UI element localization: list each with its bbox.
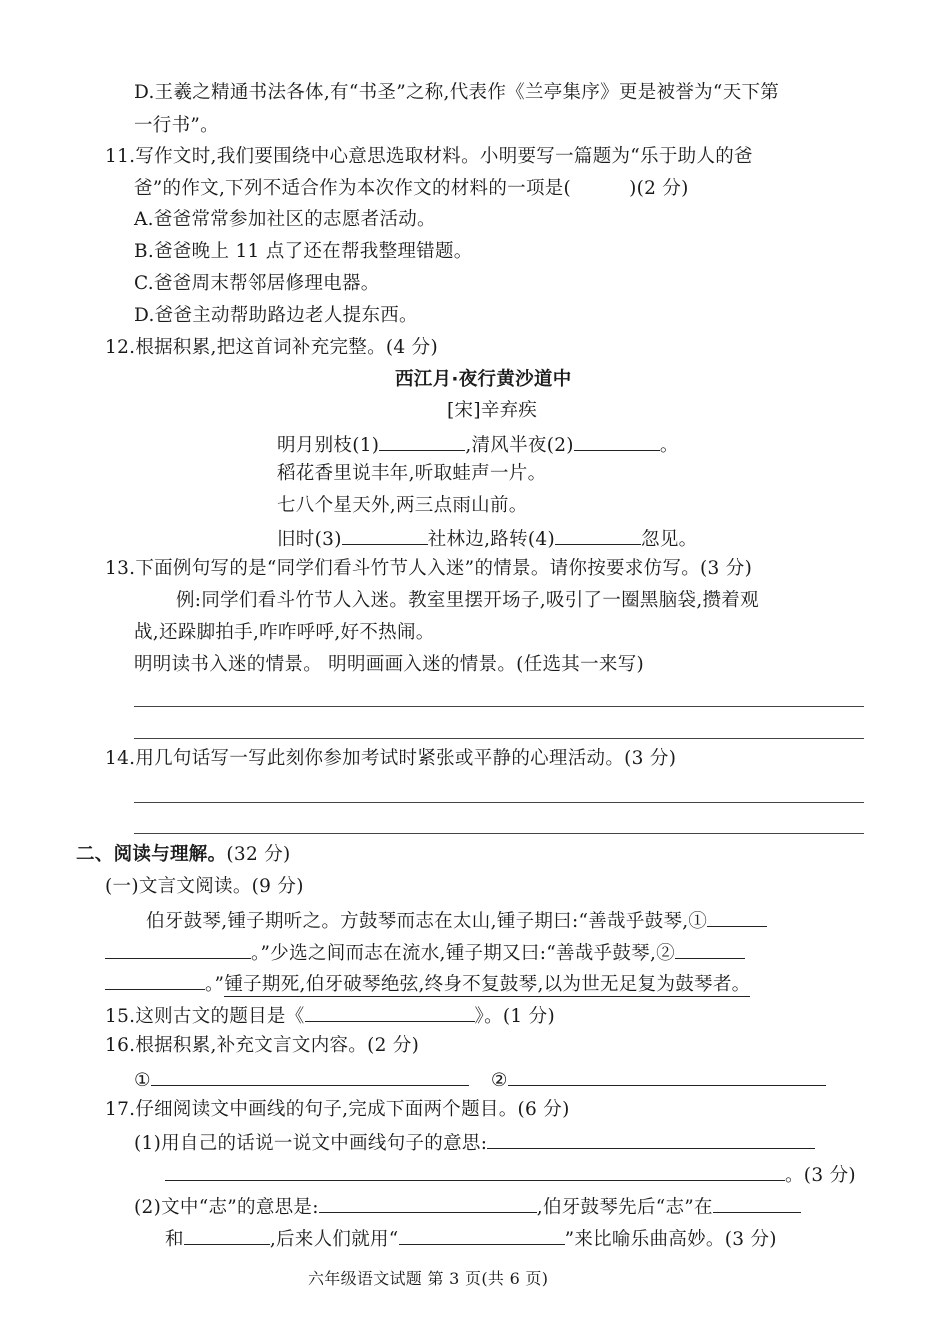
poem-line3: 七八个星天外,两三点雨山前。 — [277, 495, 528, 516]
passage-blank-1a[interactable] — [707, 906, 767, 927]
q11-prompt-line1: 11.写作文时,我们要围绕中心意思选取材料。小明要写一篇题为“乐于助人的爸 — [105, 146, 753, 167]
underlined-sentence: 锺子期死,伯牙破琴绝弦,终身不复鼓琴,以为世无足复为鼓琴者。 — [224, 974, 751, 995]
poem-title: 西江月·夜行黄沙道中 — [395, 369, 572, 390]
q17-sub1-blank-a[interactable] — [487, 1128, 815, 1149]
q17-sub2-text-e: ”来比喻乐曲高妙。(3 分) — [564, 1229, 777, 1250]
q15-prompt: 15.这则古文的题目是《 — [105, 1006, 305, 1027]
q10-option-d-line1: D.王羲之精通书法各体,有“书圣”之称,代表作《兰亭集序》更是被誉为“天下第 — [134, 82, 780, 103]
poem-line2: 稻花香里说丰年,听取蛙声一片。 — [277, 463, 547, 484]
q16-answer-blank-2[interactable] — [508, 1065, 826, 1086]
q17-sub2-text-d: ,后来人们就用“ — [269, 1229, 399, 1250]
q11-option-d[interactable]: D.爸爸主动帮助路边老人提东西。 — [134, 305, 418, 326]
q17-zhi-first-blank[interactable] — [713, 1192, 801, 1213]
q17-sub2-text-c: 和 — [165, 1229, 184, 1250]
poem-line4-a: 旧时(3) — [277, 529, 342, 550]
q13-answer-line-1[interactable] — [134, 706, 864, 707]
passage-line1-text: 伯牙鼓琴,锺子期听之。方鼓琴而志在太山,锺子期曰:“善哉乎鼓琴,① — [146, 911, 708, 932]
q11-prompt-line2 — [134, 176, 689, 202]
section2-heading — [76, 842, 291, 868]
q14-prompt: 14.用几句话写一写此刻你参加考试时紧张或平静的心理活动。(3 分) — [105, 748, 677, 769]
section2-title: 二、阅读与理解。 — [76, 844, 227, 865]
poem-blank-1[interactable] — [379, 430, 465, 451]
q15-score: 》。(1 分) — [474, 1006, 555, 1027]
poem-line4 — [277, 524, 697, 553]
poem-line1-b: ,清风半夜(2) — [465, 435, 574, 456]
passage-blank-1b[interactable] — [105, 938, 251, 959]
q14-answer-line-2[interactable] — [134, 833, 864, 834]
q12-prompt: 12.根据积累,把这首词补充完整。(4 分) — [105, 337, 438, 358]
q10-option-d-line2: 一行书”。 — [134, 115, 219, 136]
q16-answer-blank-1[interactable] — [151, 1065, 469, 1086]
q13-example-line2: 战,还跺脚拍手,咋咋呼呼,好不热闹。 — [134, 622, 435, 643]
q13-task: 明明读书入迷的情景。 明明画画入迷的情景。(任选其一来写) — [134, 654, 645, 675]
q15 — [105, 1001, 555, 1030]
poem-author: [宋]辛弃疾 — [447, 400, 538, 421]
q11-option-a[interactable]: A.爸爸常常参加社区的志愿者活动。 — [134, 209, 436, 230]
q15-answer-blank[interactable] — [305, 1001, 475, 1022]
q11-option-b[interactable]: B.爸爸晚上 11 点了还在帮我整理错题。 — [134, 241, 473, 262]
q11-option-c[interactable]: C.爸爸周末帮邻居修理电器。 — [134, 273, 380, 294]
poem-line4-c: 忽见。 — [641, 529, 698, 550]
q13-example-line1: 例:同学们看斗竹节人入迷。教室里摆开场子,吸引了一圈黑脑袋,攒着观 — [176, 590, 759, 611]
poem-blank-4[interactable] — [555, 524, 641, 545]
q17-prompt: 17.仔细阅读文中画线的句子,完成下面两个题目。(6 分) — [105, 1099, 570, 1120]
q17-sub1-blank-b[interactable] — [165, 1160, 785, 1181]
passage-line2-text: 。”少选之间而志在流水,锺子期又曰:“善哉乎鼓琴,② — [251, 943, 675, 964]
section2-score: (32 分) — [226, 844, 291, 865]
q11-score: )(2 分) — [629, 178, 689, 199]
poem-line1 — [277, 430, 679, 459]
q13-prompt: 13.下面例句写的是“同学们看斗竹节人入迷”的情景。请你按要求仿写。(3 分) — [105, 558, 753, 579]
passage-line3 — [105, 969, 750, 998]
page-footer: 六年级语文试题 第 3 页(共 6 页) — [308, 1269, 549, 1288]
q17-sub2-cont — [165, 1224, 777, 1253]
passage-line2 — [105, 938, 745, 967]
q14-answer-line-1[interactable] — [134, 802, 864, 803]
q13-answer-line-2[interactable] — [134, 738, 864, 739]
q17-zhi-second-blank[interactable] — [184, 1224, 270, 1245]
poem-line1-c: 。 — [659, 435, 679, 456]
passage-line1 — [146, 906, 767, 935]
q17-sub1 — [134, 1128, 815, 1157]
passage-blank-2b[interactable] — [105, 969, 205, 990]
q17-sub1-text: (1)用自己的话说一说文中画线句子的意思: — [134, 1133, 488, 1154]
q17-sub1-score: 。(3 分) — [785, 1165, 856, 1186]
passage-line3-text: 。” — [205, 974, 225, 995]
passage-blank-2a[interactable] — [675, 938, 745, 959]
q17-sub2-text-b: ,伯牙鼓琴先后“志”在 — [536, 1197, 713, 1218]
q16-prompt: 16.根据积累,补充文言文内容。(2 分) — [105, 1035, 420, 1056]
q16-mark-2: ② — [490, 1070, 508, 1091]
poem-line1-a: 明月别枝(1) — [277, 435, 380, 456]
q16-mark-1: ① — [134, 1070, 151, 1091]
q17-idiom-blank[interactable] — [399, 1224, 565, 1245]
q17-sub1-cont — [165, 1160, 856, 1189]
q17-zhi-meaning-blank[interactable] — [319, 1192, 537, 1213]
q16-answers — [134, 1065, 826, 1094]
q11-prompt-text: 爸”的作文,下列不适合作为本次作文的材料的一项是( — [134, 178, 572, 199]
q17-sub2 — [134, 1192, 801, 1221]
poem-blank-2[interactable] — [574, 430, 660, 451]
poem-blank-3[interactable] — [342, 524, 428, 545]
poem-line4-b: 社林边,路转(4) — [427, 529, 556, 550]
section2-part1: (一)文言文阅读。(9 分) — [105, 876, 304, 897]
q17-sub2-text-a: (2)文中“志”的意思是: — [134, 1197, 319, 1218]
